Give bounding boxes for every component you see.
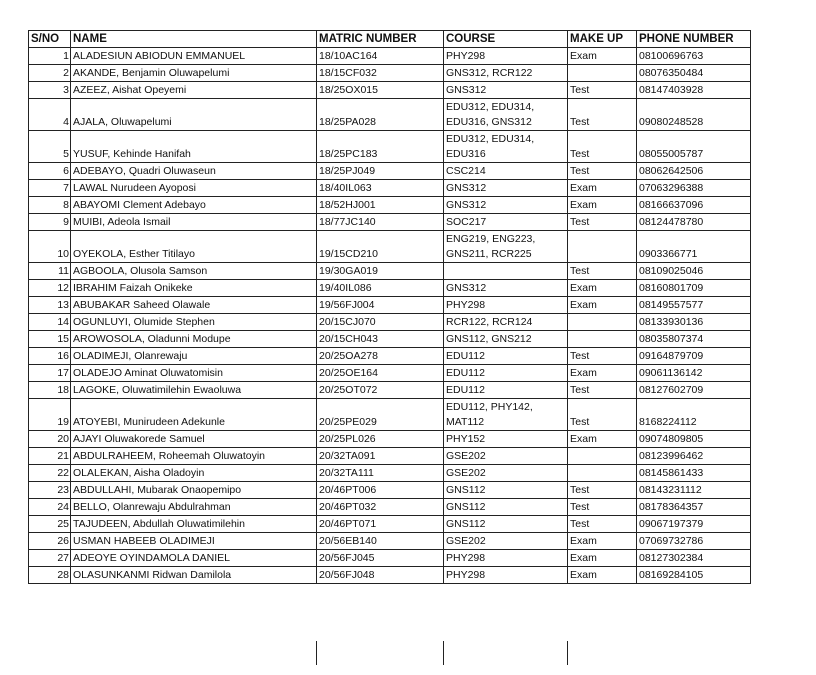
row-name: OLADIMEJI, Olanrewaju — [71, 348, 317, 365]
row-matric: 20/46PT006 — [317, 482, 444, 499]
row-makeup: Test — [568, 82, 637, 99]
row-makeup: Exam — [568, 431, 637, 448]
row-name: YUSUF, Kehinde Hanifah — [71, 131, 317, 163]
row-phone: 0903366771 — [637, 231, 751, 263]
row-course: PHY152 — [444, 431, 568, 448]
row-sno: 14 — [29, 314, 71, 331]
row-makeup: Test — [568, 516, 637, 533]
row-sno: 15 — [29, 331, 71, 348]
row-course: EDU112 — [444, 348, 568, 365]
row-makeup: Exam — [568, 550, 637, 567]
row-sno: 19 — [29, 399, 71, 431]
row-matric: 20/46PT032 — [317, 499, 444, 516]
table-row — [29, 65, 751, 82]
row-sno: 8 — [29, 197, 71, 214]
row-course: CSC214 — [444, 163, 568, 180]
row-name: TAJUDEEN, Abdullah Oluwatimilehin — [71, 516, 317, 533]
row-sno: 27 — [29, 550, 71, 567]
row-sno: 1 — [29, 48, 71, 65]
table-row — [29, 448, 751, 465]
table-row — [29, 348, 751, 365]
row-makeup: Test — [568, 131, 637, 163]
row-makeup — [568, 448, 637, 465]
row-course: GNS112, GNS212 — [444, 331, 568, 348]
row-sno: 17 — [29, 365, 71, 382]
row-sno: 12 — [29, 280, 71, 297]
row-course: GNS312 — [444, 280, 568, 297]
row-name: MUIBI, Adeola Ismail — [71, 214, 317, 231]
roster-body — [29, 48, 751, 584]
student-roster-table — [28, 30, 751, 584]
row-course: GSE202 — [444, 448, 568, 465]
row-makeup: Exam — [568, 280, 637, 297]
row-course: PHY298 — [444, 550, 568, 567]
row-matric: 20/56FJ048 — [317, 567, 444, 584]
header-row — [29, 31, 751, 48]
table-row — [29, 82, 751, 99]
row-course: GNS112 — [444, 482, 568, 499]
row-phone: 09080248528 — [637, 99, 751, 131]
table-row — [29, 231, 751, 263]
row-matric: 18/25PJ049 — [317, 163, 444, 180]
table-row — [29, 399, 751, 431]
row-makeup: Exam — [568, 48, 637, 65]
row-name: AZEEZ, Aishat Opeyemi — [71, 82, 317, 99]
row-phone: 08178364357 — [637, 499, 751, 516]
row-matric: 18/40IL063 — [317, 180, 444, 197]
row-phone: 09067197379 — [637, 516, 751, 533]
row-makeup — [568, 231, 637, 263]
row-course: PHY298 — [444, 48, 568, 65]
row-phone: 08145861433 — [637, 465, 751, 482]
row-makeup — [568, 65, 637, 82]
row-phone: 08076350484 — [637, 65, 751, 82]
row-matric: 18/25OX015 — [317, 82, 444, 99]
row-course — [444, 263, 568, 280]
row-sno: 20 — [29, 431, 71, 448]
row-sno: 10 — [29, 231, 71, 263]
row-makeup: Exam — [568, 365, 637, 382]
row-makeup — [568, 314, 637, 331]
row-name: IBRAHIM Faizah Onikeke — [71, 280, 317, 297]
row-name: AGBOOLA, Olusola Samson — [71, 263, 317, 280]
row-sno: 3 — [29, 82, 71, 99]
row-makeup: Test — [568, 348, 637, 365]
table-row — [29, 516, 751, 533]
column-divider-tail — [443, 641, 444, 665]
row-matric: 18/25PA028 — [317, 99, 444, 131]
row-sno: 13 — [29, 297, 71, 314]
row-name: ADEOYE OYINDAMOLA DANIEL — [71, 550, 317, 567]
row-makeup: Exam — [568, 297, 637, 314]
row-sno: 16 — [29, 348, 71, 365]
row-phone: 08133930136 — [637, 314, 751, 331]
row-phone: 08169284105 — [637, 567, 751, 584]
row-phone: 09164879709 — [637, 348, 751, 365]
table-row — [29, 131, 751, 163]
row-matric: 18/77JC140 — [317, 214, 444, 231]
row-name: USMAN HABEEB OLADIMEJI — [71, 533, 317, 550]
table-row — [29, 331, 751, 348]
row-sno: 2 — [29, 65, 71, 82]
table-row — [29, 197, 751, 214]
row-matric: 18/25PC183 — [317, 131, 444, 163]
row-makeup — [568, 465, 637, 482]
row-phone: 09074809805 — [637, 431, 751, 448]
row-name: OLADEJO Aminat Oluwatomisin — [71, 365, 317, 382]
table-row — [29, 214, 751, 231]
row-phone: 07063296388 — [637, 180, 751, 197]
row-phone: 09061136142 — [637, 365, 751, 382]
column-divider-tail — [567, 641, 568, 665]
table-row — [29, 365, 751, 382]
row-name: AJALA, Oluwapelumi — [71, 99, 317, 131]
row-matric: 20/15CH043 — [317, 331, 444, 348]
row-makeup: Test — [568, 263, 637, 280]
row-matric: 20/56EB140 — [317, 533, 444, 550]
row-name: ABDULLAHI, Mubarak Onaopemipo — [71, 482, 317, 499]
row-name: BELLO, Olanrewaju Abdulrahman — [71, 499, 317, 516]
row-matric: 19/40IL086 — [317, 280, 444, 297]
table-row — [29, 180, 751, 197]
row-phone: 08166637096 — [637, 197, 751, 214]
row-course: EDU312, EDU314, EDU316, GNS312 — [444, 99, 568, 131]
row-phone: 08149557577 — [637, 297, 751, 314]
table-row — [29, 280, 751, 297]
row-makeup: Exam — [568, 533, 637, 550]
row-makeup: Test — [568, 163, 637, 180]
row-matric: 20/25OT072 — [317, 382, 444, 399]
row-name: AKANDE, Benjamin Oluwapelumi — [71, 65, 317, 82]
table-row — [29, 48, 751, 65]
table-row — [29, 431, 751, 448]
row-sno: 4 — [29, 99, 71, 131]
row-matric: 20/46PT071 — [317, 516, 444, 533]
row-matric: 20/32TA111 — [317, 465, 444, 482]
table-row — [29, 550, 751, 567]
row-makeup: Test — [568, 214, 637, 231]
row-name: LAGOKE, Oluwatimilehin Ewaoluwa — [71, 382, 317, 399]
table-row — [29, 482, 751, 499]
row-matric: 20/25PL026 — [317, 431, 444, 448]
row-course: GNS312 — [444, 180, 568, 197]
row-phone: 08055005787 — [637, 131, 751, 163]
row-name: ABDULRAHEEM, Roheemah Oluwatoyin — [71, 448, 317, 465]
table-row — [29, 499, 751, 516]
row-course: GSE202 — [444, 465, 568, 482]
row-makeup: Exam — [568, 197, 637, 214]
row-course: EDU112 — [444, 365, 568, 382]
row-phone: 08127602709 — [637, 382, 751, 399]
row-phone: 08062642506 — [637, 163, 751, 180]
row-sno: 18 — [29, 382, 71, 399]
table-row — [29, 567, 751, 584]
header-name: NAME — [71, 31, 317, 48]
row-phone: 8168224112 — [637, 399, 751, 431]
table-row — [29, 533, 751, 550]
header-phone: PHONE NUMBER — [637, 31, 751, 48]
table-row — [29, 382, 751, 399]
table-row — [29, 314, 751, 331]
row-phone: 08100696763 — [637, 48, 751, 65]
row-sno: 28 — [29, 567, 71, 584]
row-course: EDU112, PHY142, MAT112 — [444, 399, 568, 431]
row-name: OGUNLUYI, Olumide Stephen — [71, 314, 317, 331]
row-phone: 08123996462 — [637, 448, 751, 465]
row-course: EDU312, EDU314, EDU316 — [444, 131, 568, 163]
row-course: GNS112 — [444, 499, 568, 516]
row-course: GNS312, RCR122 — [444, 65, 568, 82]
row-course: GNS312 — [444, 197, 568, 214]
header-matric: MATRIC NUMBER — [317, 31, 444, 48]
row-name: ABUBAKAR Saheed Olawale — [71, 297, 317, 314]
row-sno: 23 — [29, 482, 71, 499]
row-phone: 08143231112 — [637, 482, 751, 499]
row-makeup: Test — [568, 399, 637, 431]
row-matric: 19/56FJ004 — [317, 297, 444, 314]
row-sno: 25 — [29, 516, 71, 533]
row-course: SOC217 — [444, 214, 568, 231]
table-row — [29, 163, 751, 180]
row-makeup: Test — [568, 482, 637, 499]
row-sno: 9 — [29, 214, 71, 231]
row-makeup: Test — [568, 499, 637, 516]
row-makeup: Exam — [568, 567, 637, 584]
row-course: PHY298 — [444, 567, 568, 584]
row-phone: 08124478780 — [637, 214, 751, 231]
row-sno: 24 — [29, 499, 71, 516]
row-sno: 21 — [29, 448, 71, 465]
header-sno: S/NO — [29, 31, 71, 48]
row-name: LAWAL Nurudeen Ayoposi — [71, 180, 317, 197]
row-makeup: Exam — [568, 180, 637, 197]
row-sno: 22 — [29, 465, 71, 482]
row-makeup: Test — [568, 99, 637, 131]
row-matric: 20/56FJ045 — [317, 550, 444, 567]
row-course: PHY298 — [444, 297, 568, 314]
header-course: COURSE — [444, 31, 568, 48]
row-matric: 19/15CD210 — [317, 231, 444, 263]
row-matric: 18/10AC164 — [317, 48, 444, 65]
row-name: OLALEKAN, Aisha Oladoyin — [71, 465, 317, 482]
row-makeup: Test — [568, 382, 637, 399]
table-row — [29, 465, 751, 482]
row-sno: 6 — [29, 163, 71, 180]
row-name: AROWOSOLA, Oladunni Modupe — [71, 331, 317, 348]
row-course: RCR122, RCR124 — [444, 314, 568, 331]
row-name: ALADESIUN ABIODUN EMMANUEL — [71, 48, 317, 65]
row-matric: 19/30GA019 — [317, 263, 444, 280]
row-course: GSE202 — [444, 533, 568, 550]
row-phone: 08147403928 — [637, 82, 751, 99]
row-sno: 5 — [29, 131, 71, 163]
row-matric: 20/25PE029 — [317, 399, 444, 431]
row-sno: 7 — [29, 180, 71, 197]
row-sno: 26 — [29, 533, 71, 550]
row-phone: 08109025046 — [637, 263, 751, 280]
column-divider-tail — [316, 641, 317, 665]
row-matric: 20/25OE164 — [317, 365, 444, 382]
table-row — [29, 297, 751, 314]
table-row — [29, 263, 751, 280]
row-name: AJAYI Oluwakorede Samuel — [71, 431, 317, 448]
row-phone: 08127302384 — [637, 550, 751, 567]
row-matric: 20/25OA278 — [317, 348, 444, 365]
row-name: OLASUNKANMI Ridwan Damilola — [71, 567, 317, 584]
row-name: ATOYEBI, Munirudeen Adekunle — [71, 399, 317, 431]
row-phone: 07069732786 — [637, 533, 751, 550]
row-makeup — [568, 331, 637, 348]
row-phone: 08160801709 — [637, 280, 751, 297]
row-name: ADEBAYO, Quadri Oluwaseun — [71, 163, 317, 180]
row-name: ABAYOMI Clement Adebayo — [71, 197, 317, 214]
row-matric: 18/52HJ001 — [317, 197, 444, 214]
table-row — [29, 99, 751, 131]
row-phone: 08035807374 — [637, 331, 751, 348]
row-matric: 20/32TA091 — [317, 448, 444, 465]
row-name: OYEKOLA, Esther Titilayo — [71, 231, 317, 263]
header-makeup: MAKE UP — [568, 31, 637, 48]
row-course: GNS312 — [444, 82, 568, 99]
row-sno: 11 — [29, 263, 71, 280]
row-matric: 20/15CJ070 — [317, 314, 444, 331]
row-course: ENG219, ENG223, GNS211, RCR225 — [444, 231, 568, 263]
row-matric: 18/15CF032 — [317, 65, 444, 82]
row-course: EDU112 — [444, 382, 568, 399]
row-course: GNS112 — [444, 516, 568, 533]
